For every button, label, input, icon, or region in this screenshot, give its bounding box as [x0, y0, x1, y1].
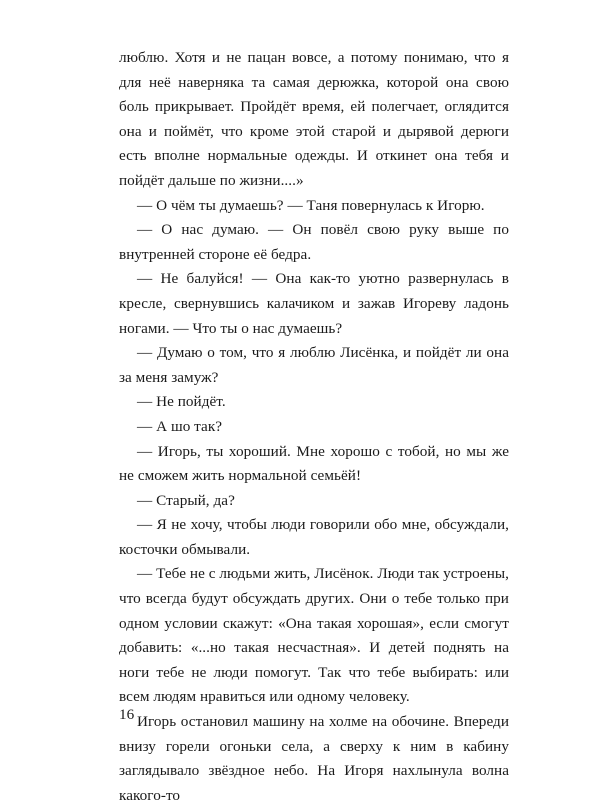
body-text	[119, 46, 509, 808]
paragraph: — Старый, да?	[137, 491, 235, 509]
paragraph: — Не пойдёт.	[137, 393, 226, 411]
paragraph: Игорь остановил машину на холме на обочине. Впереди внизу горели огоньки села, а сверху к ним в кабину заглядывало звёздное небо. На Игоря нахлынула волна какого-то	[119, 713, 509, 804]
paragraph: — Не балуйся! — Она как-то уютно развернулась в кресле, свернувшись калачиком и зажав Игореву ладонь ногами. — Что ты о нас думаешь?	[119, 270, 509, 337]
paragraph: люблю. Хотя и не пацан вовсе, а потому понимаю, что я для неё наверняка та самая дерюжка, которой она свою боль прикрывает. Пройдёт время, ей полегчает, оглядится она и поймёт, что кроме этой старой и дырявой дерюги есть вполне нормальные одежды. И откинет она тебя и пойдёт дальше по жизни....»	[119, 49, 509, 189]
paragraph: — О нас думаю. — Он повёл свою руку выше по внутренней стороне её бедра.	[119, 221, 509, 263]
paragraph: — Тебе не с людьми жить, Лисёнок. Люди так устроены, что всегда будут обсуждать других. Они о тебе только при одном условии скажут: «Она такая хорошая», если смогут добавить: «...но такая несчастная». И детей поднять на ноги тебе не люди помогут. Так что тебе выбирать: или всем людям нравиться или одному человеку.	[119, 565, 509, 706]
paragraph: — Игорь, ты хороший. Мне хорошо с тобой, но мы же не сможем жить нормальной семьёй!	[119, 442, 509, 485]
paragraph: — О чём ты думаешь? — Таня повернулась к Игорю.	[137, 196, 485, 214]
page-number: 16	[119, 706, 135, 723]
paragraph: — Думаю о том, что я люблю Лисёнка, и пойдёт ли она за меня замуж?	[119, 344, 509, 386]
paragraph: — А шо так?	[137, 417, 223, 435]
paragraph: — Я не хочу, чтобы люди говорили обо мне, обсуждали, косточки обмывали.	[119, 516, 509, 558]
